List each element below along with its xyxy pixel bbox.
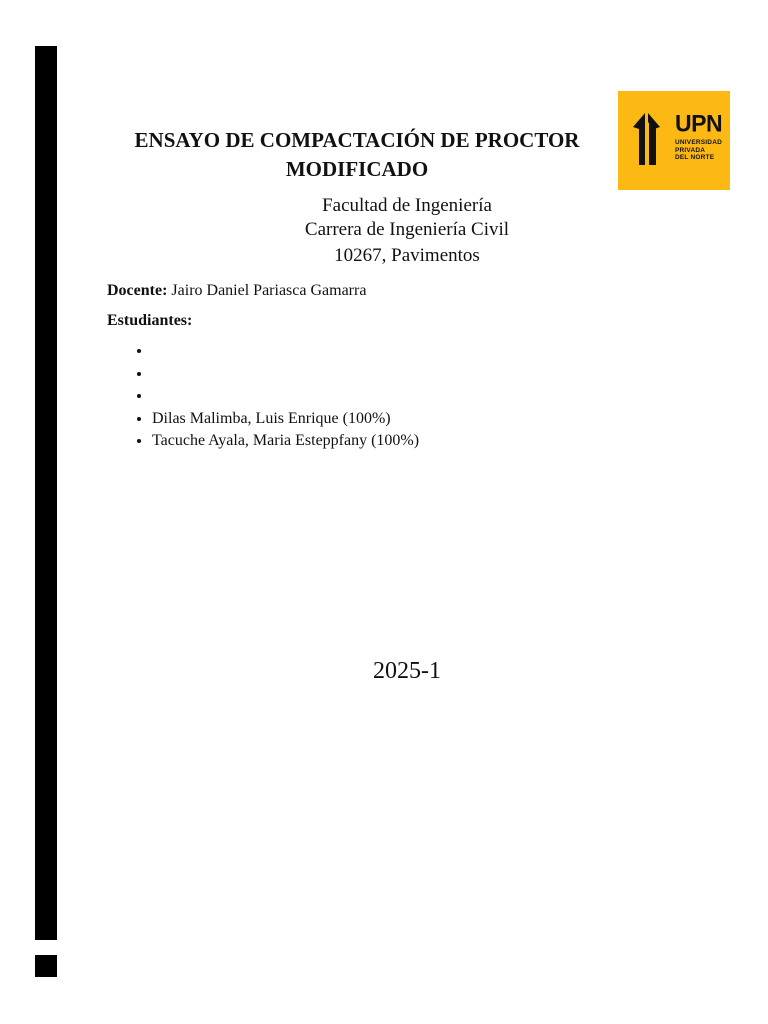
upn-logo-sub-line2: PRIVADA — [675, 146, 706, 154]
upn-logo-sub-line1: UNIVERSIDAD — [675, 139, 722, 146]
docente-label: Docente: — [107, 282, 168, 299]
list-item: • Tacuche Ayala, Maria Esteppfany (100%) — [152, 430, 419, 453]
upn-logo — [618, 91, 730, 190]
course-line: 10267, Pavimentos — [334, 245, 480, 266]
upn-logo-subtitle — [675, 139, 722, 162]
left-decorative-bar — [35, 46, 57, 940]
academic-year: 2025-1 — [373, 658, 441, 684]
title-line-2: MODIFICADO — [285, 157, 429, 181]
docente-name: Jairo Daniel Pariasca Gamarra — [171, 282, 367, 299]
list-item — [152, 340, 419, 363]
list-item: • Dilas Malimba, Luis Enrique (100%) — [152, 408, 419, 431]
document-title — [107, 126, 607, 184]
left-decorative-square — [35, 955, 57, 977]
upn-logo-sub-line3: DEL NORTE — [675, 154, 715, 161]
title-line-1: ENSAYO DE COMPACTACIÓN DE PROCTOR — [134, 128, 580, 152]
upn-arrow-icon — [632, 113, 672, 165]
faculty-line: Facultad de Ingeniería — [322, 195, 492, 216]
students-list — [107, 340, 419, 453]
students-label: Estudiantes: — [107, 312, 193, 329]
docente-line — [107, 281, 366, 301]
list-item — [152, 363, 419, 386]
upn-logo-text — [675, 109, 723, 162]
list-item — [152, 385, 419, 408]
career-line: Carrera de Ingeniería Civil — [304, 219, 510, 240]
upn-logo-word: UPN — [675, 109, 723, 137]
